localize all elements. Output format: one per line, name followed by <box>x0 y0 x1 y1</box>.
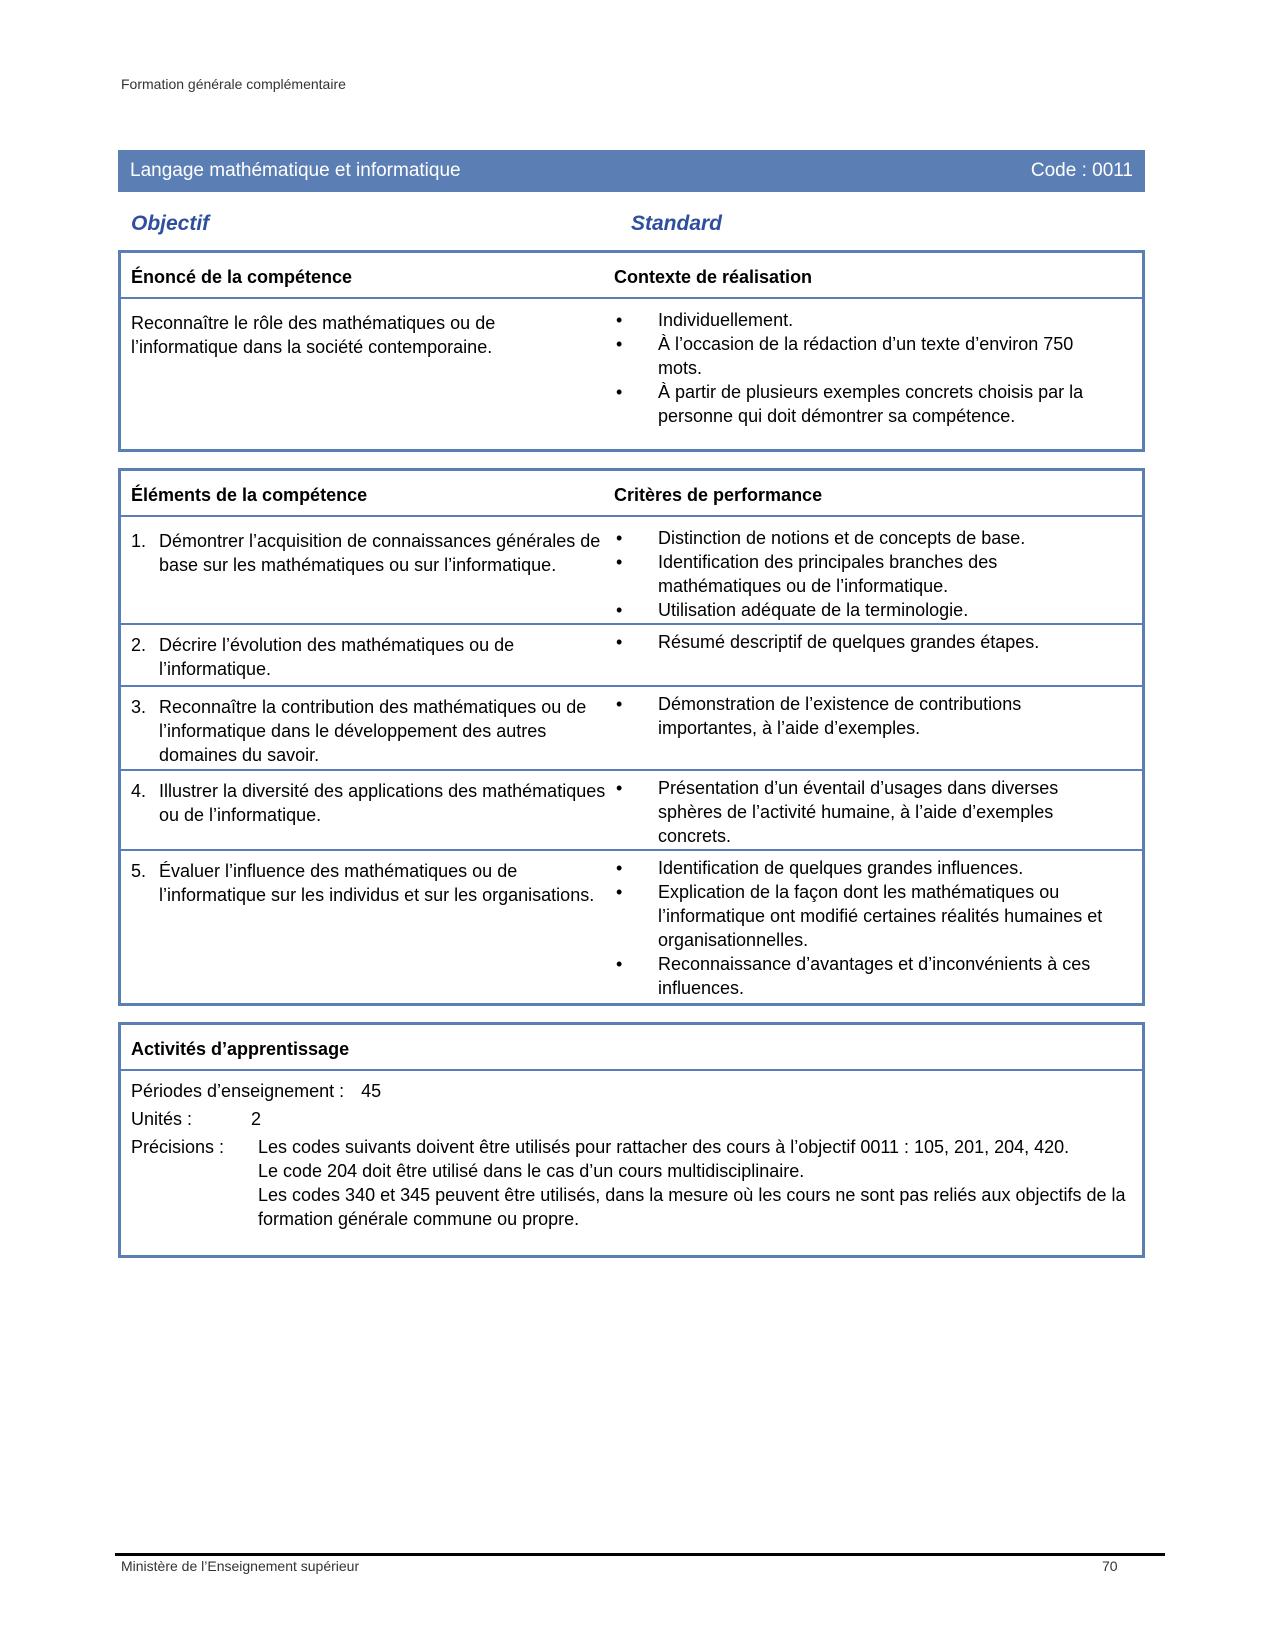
criteria-item: • Reconnaissance d’avantages et d’inconvénients à ces influences. <box>614 952 1114 1000</box>
element-row <box>121 517 1142 625</box>
periodes-value: 45 <box>361 1081 382 1101</box>
elements-heading: Éléments de la compétence <box>131 485 368 505</box>
element-text: Reconnaître la contribution des mathématiques ou de l’informatique dans le développement des autres domaines du savoir. <box>159 697 587 765</box>
criteria-item: • Identification de quelques grandes influences. <box>614 856 1114 880</box>
enonce-text: Reconnaître le rôle des mathématiques ou de l’informatique dans la société contemporaine. <box>131 313 496 357</box>
page-header: Formation générale complémentaire <box>121 76 346 92</box>
code-label: Code : 0011 <box>1030 160 1133 181</box>
enonce-heading: Énoncé de la compétence <box>131 267 353 287</box>
page-number: 70 <box>1102 1558 1118 1574</box>
activites-box <box>118 1022 1145 1258</box>
competence-head <box>121 253 1142 299</box>
element-text: Démontrer l’acquisition de connaissances générales de base sur les mathématiques ou sur l’informatique. <box>159 531 601 575</box>
element-row <box>121 687 1142 771</box>
element-row <box>121 851 1142 1007</box>
activites-heading: Activités d’apprentissage <box>131 1039 350 1059</box>
contexte-item: • À partir de plusieurs exemples concrets choisis par la personne qui doit démontrer sa compétence. <box>614 380 1114 428</box>
objectif-heading: Objectif <box>131 212 210 235</box>
competence-row <box>121 299 1142 449</box>
periodes-line <box>131 1079 381 1103</box>
element-text: Décrire l’évolution des mathématiques ou de l’informatique. <box>159 635 515 679</box>
periodes-label: Périodes d’enseignement : <box>131 1081 345 1101</box>
element-number: 4. <box>131 781 147 801</box>
criteres-heading: Critères de performance <box>614 485 823 505</box>
precision-item: Le code 204 doit être utilisé dans le cas d’un cours multidisciplinaire. <box>258 1161 805 1181</box>
element-row <box>121 771 1142 851</box>
element-number: 3. <box>131 697 147 717</box>
page-title: Langage mathématique et informatique <box>130 160 461 181</box>
precisions-body <box>258 1135 1138 1231</box>
criteria-list <box>614 776 1114 848</box>
activites-row <box>121 1071 1142 1257</box>
criteria-item: • Présentation d’un éventail d’usages dans diverses sphères de l’activité humaine, à l’aide d’exemples concrets. <box>614 776 1114 848</box>
criteria-item: • Utilisation adéquate de la terminologie. <box>614 598 1114 622</box>
criteria-list <box>614 692 1114 740</box>
contexte-item: • Individuellement. <box>614 308 1114 332</box>
precision-item: Les codes suivants doivent être utilisés pour rattacher des cours à l’objectif 0011 : 105, 201, 204, 420. <box>258 1137 1070 1157</box>
criteria-list <box>614 630 1114 654</box>
criteria-item: • Distinction de notions et de concepts de base. <box>614 526 1114 550</box>
criteria-item: • Résumé descriptif de quelques grandes étapes. <box>614 630 1114 654</box>
unites-line <box>131 1107 261 1131</box>
contexte-list <box>614 308 1114 428</box>
standard-heading: Standard <box>631 212 723 235</box>
elements-head <box>121 471 1142 517</box>
element-row <box>121 625 1142 687</box>
title-bar <box>118 150 1145 192</box>
criteria-item: • Identification des principales branches des mathématiques ou de l’informatique. <box>614 550 1114 598</box>
elements-box <box>118 468 1145 1006</box>
criteria-item: • Démonstration de l’existence de contributions importantes, à l’aide d’exemples. <box>614 692 1114 740</box>
criteria-list <box>614 526 1114 622</box>
footer-divider <box>115 1553 1165 1556</box>
footer-ministry: Ministère de l’Enseignement supérieur <box>121 1558 360 1574</box>
unites-label: Unités : <box>131 1109 193 1129</box>
element-number: 1. <box>131 531 147 551</box>
criteria-list <box>614 856 1114 1000</box>
element-number: 2. <box>131 635 147 655</box>
precisions-label: Précisions : <box>131 1137 225 1157</box>
criteria-item: • Explication de la façon dont les mathématiques ou l’informatique ont modifié certaines réalités humaines et organisationnelles. <box>614 880 1114 952</box>
element-text: Évaluer l’influence des mathématiques ou de l’informatique sur les individus et sur les organisations. <box>159 861 595 905</box>
activites-head <box>121 1025 1142 1071</box>
element-number: 5. <box>131 861 147 881</box>
precision-item: Les codes 340 et 345 peuvent être utilisés, dans la mesure où les cours ne sont pas reliés aux objectifs de la formation générale commune ou propre. <box>258 1185 1126 1229</box>
element-text: Illustrer la diversité des applications des mathématiques ou de l’informatique. <box>159 781 606 825</box>
competence-box <box>118 250 1145 452</box>
contexte-item: • À l’occasion de la rédaction d’un texte d’environ 750 mots. <box>614 332 1114 380</box>
unites-value: 2 <box>251 1109 262 1129</box>
contexte-heading: Contexte de réalisation <box>614 267 813 287</box>
